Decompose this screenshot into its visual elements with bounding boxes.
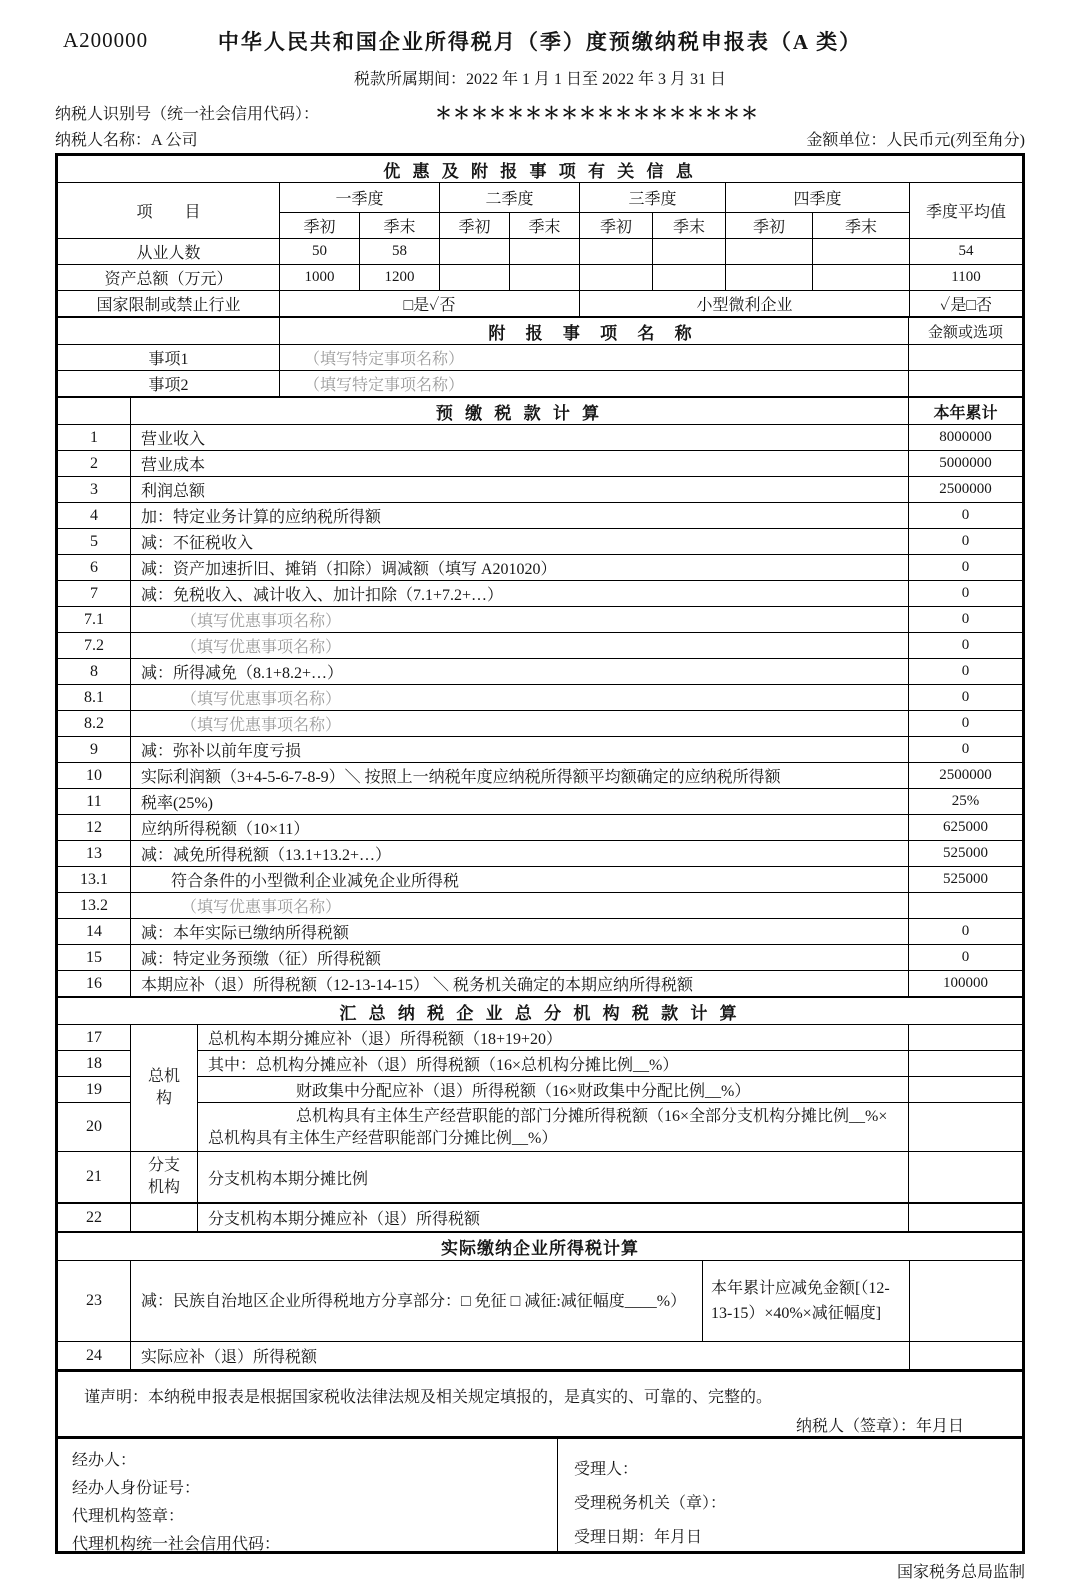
amount-unit-note: 金额单位：人民币元(列至角分) <box>806 132 1025 149</box>
restricted-industry-row <box>58 291 1023 317</box>
row-value <box>910 1342 1023 1370</box>
agent-signature-area <box>58 1439 558 1551</box>
table-row <box>58 1077 1023 1103</box>
q1-end-header: 季末 <box>360 213 440 239</box>
row-label: 本期应补（退）所得税额（12-13-14-15） ＼ 税务机关确定的本期应纳所得税额 <box>131 971 909 997</box>
row-value: 0 <box>909 581 1023 607</box>
accepting-authority-label: 受理税务机关（章）： <box>574 1495 727 1512</box>
item1-row <box>58 345 1023 371</box>
row-label: 减：减免所得税额（13.1+13.2+…） <box>131 841 909 867</box>
amount-or-option-header: 金额或选项 <box>909 318 1023 345</box>
row-number: 6 <box>58 555 131 581</box>
row-number: 18 <box>58 1051 131 1077</box>
table-row <box>58 998 1023 1025</box>
row-value: 8000000 <box>909 425 1023 451</box>
cell-value <box>726 265 813 291</box>
section5-title: 实际缴纳企业所得税计算 <box>58 1233 1023 1261</box>
table-row <box>58 398 1023 425</box>
table-row <box>58 789 1023 815</box>
row-label: 减：本年实际已缴纳所得税额 <box>131 919 909 945</box>
table-row <box>58 1342 1023 1370</box>
row-label-placeholder: （填写优惠事项名称） <box>131 607 909 633</box>
row-label: 财政集中分配应补（退）所得税额（16×财政集中分配比例__%） <box>198 1077 909 1103</box>
signature-block <box>57 1437 1023 1552</box>
empty-cell <box>131 1203 198 1232</box>
handler-label: 经办人： <box>72 1452 137 1469</box>
table-row <box>58 971 1023 997</box>
row-label: 减：特定业务预缴（征）所得税额 <box>131 945 909 971</box>
cell-average: 54 <box>910 239 1023 265</box>
item-header: 项 目 <box>58 183 280 239</box>
quarter-average-header: 季度平均值 <box>910 183 1023 239</box>
row-number: 10 <box>58 763 131 789</box>
q4-start-header: 季初 <box>726 213 813 239</box>
row-value: 525000 <box>909 867 1023 893</box>
acceptor-label: 受理人： <box>574 1461 639 1478</box>
row-label: 营业收入 <box>131 425 909 451</box>
table-row <box>58 1261 1023 1342</box>
row-value <box>909 1051 1023 1077</box>
q1-start-header: 季初 <box>280 213 360 239</box>
row-number: 12 <box>58 815 131 841</box>
branch-label: 分支机构 <box>131 1152 198 1204</box>
row-value: 100000 <box>909 971 1023 997</box>
table-row <box>58 711 1023 737</box>
acceptance-date-label: 受理日期：年月日 <box>574 1529 703 1546</box>
table-row <box>58 867 1023 893</box>
row-number: 24 <box>58 1342 131 1370</box>
row-number: 16 <box>58 971 131 997</box>
row-label: 减：弥补以前年度亏损 <box>131 737 909 763</box>
declaration-text: 谨声明：本纳税申报表是根据国家税收法律法规及相关规定填报的，是真实的、可靠的、完整的。 <box>84 1389 773 1406</box>
cell-value <box>813 265 910 291</box>
row-value: 0 <box>909 607 1023 633</box>
table-row <box>58 1233 1023 1261</box>
row-value: 5000000 <box>909 451 1023 477</box>
row-value <box>910 1261 1023 1342</box>
row-value: 0 <box>909 529 1023 555</box>
employee-count-row <box>58 239 1023 265</box>
row-number: 8 <box>58 659 131 685</box>
form-code: A200000 <box>63 28 149 52</box>
row-number: 23 <box>58 1261 131 1342</box>
row-label: 总机构本期分摊应补（退）所得税额（18+19+20） <box>198 1025 909 1051</box>
quarter1-header: 一季度 <box>280 183 440 213</box>
table-row <box>58 529 1023 555</box>
row-number: 1 <box>58 425 131 451</box>
cell-value <box>580 239 653 265</box>
row-number: 15 <box>58 945 131 971</box>
q4-end-header: 季末 <box>813 213 910 239</box>
q2-end-header: 季末 <box>510 213 580 239</box>
row-value: 0 <box>909 555 1023 581</box>
table-row <box>58 451 1023 477</box>
row-number: 17 <box>58 1025 131 1051</box>
cell-value <box>813 239 910 265</box>
taxpayer-id-label: 纳税人识别号（统一社会信用代码）： <box>55 106 320 123</box>
table-row <box>58 659 1023 685</box>
declaration-block <box>57 1370 1023 1437</box>
taxpayer-signature-line: 纳税人（签章）：年月日 <box>795 1418 964 1435</box>
row-label: 加：特定业务计算的应纳税所得额 <box>131 503 909 529</box>
cell-value: 1000 <box>280 265 360 291</box>
section-attached-items <box>57 317 1023 397</box>
table-row <box>58 607 1023 633</box>
restricted-industry-checkbox: □是✓否 <box>280 291 580 317</box>
row-label: 国家限制或禁止行业 <box>58 291 280 317</box>
row-label: 资产总额（万元） <box>58 265 280 291</box>
row-label: 总机构具有主体生产经营职能的部门分摊所得税额（16×全部分支机构分摊比例__%×总机构具有主体生产经营职能部门分摊比例__%） <box>198 1103 909 1152</box>
section-consolidated-calc <box>57 997 1023 1232</box>
row-label-placeholder: （填写优惠事项名称） <box>131 633 909 659</box>
row-label: 减：免税收入、减计收入、加计扣除（7.1+7.2+…） <box>131 581 909 607</box>
cell-average: 1100 <box>910 265 1023 291</box>
row-value <box>909 1103 1023 1152</box>
table-row <box>58 1152 1023 1204</box>
handler-id-label: 经办人身份证号： <box>72 1480 201 1497</box>
quarter3-header: 三季度 <box>580 183 726 213</box>
row-value: 0 <box>909 945 1023 971</box>
row-value <box>909 1203 1023 1232</box>
table-row <box>58 737 1023 763</box>
row-value <box>909 1077 1023 1103</box>
reduction-note: 本年累计应减免金额[（12-13-15）×40%×减征幅度] <box>703 1261 910 1342</box>
row-number: 22 <box>58 1203 131 1232</box>
table-row <box>58 503 1023 529</box>
table-row <box>58 318 1023 345</box>
table-row <box>58 815 1023 841</box>
cell-value: 50 <box>280 239 360 265</box>
item2-row <box>58 371 1023 397</box>
row-label: 实际应补（退）所得税额 <box>131 1342 910 1370</box>
row-value: 525000 <box>909 841 1023 867</box>
row-value <box>909 893 1023 919</box>
cell-value <box>653 239 726 265</box>
row-value: 0 <box>909 737 1023 763</box>
agency-seal-label: 代理机构签章： <box>72 1508 185 1525</box>
row-label: 应纳所得税额（10×11） <box>131 815 909 841</box>
row-value: 0 <box>909 919 1023 945</box>
table-row <box>58 841 1023 867</box>
row-value: 2500000 <box>909 477 1023 503</box>
row-value: 2500000 <box>909 763 1023 789</box>
row-label: 从业人数 <box>58 239 280 265</box>
table-row <box>58 425 1023 451</box>
cell-value <box>440 239 510 265</box>
row-label: 符合条件的小型微利企业减免企业所得税 <box>131 867 909 893</box>
table-row <box>58 893 1023 919</box>
table-row <box>58 1103 1023 1152</box>
table-row <box>58 763 1023 789</box>
row-number: 2 <box>58 451 131 477</box>
row-number: 21 <box>58 1152 131 1204</box>
form-sheet <box>55 153 1025 1554</box>
row-label: 减：资产加速折旧、摊销（扣除）调减额（填写 A201020） <box>131 555 909 581</box>
cell-value <box>909 371 1023 397</box>
section1-title: 优 惠 及 附 报 事 项 有 关 信 息 <box>58 156 1023 183</box>
row-number: 9 <box>58 737 131 763</box>
taxpayer-id-value: ＊＊＊＊＊＊＊＊＊＊＊＊＊＊＊＊＊＊ <box>435 104 760 123</box>
section4-title: 汇 总 纳 税 企 业 总 分 机 构 税 款 计 算 <box>58 998 1023 1025</box>
table-row <box>58 156 1023 183</box>
empty-cell <box>58 318 280 345</box>
cell-value: 1200 <box>360 265 440 291</box>
cell-value <box>510 239 580 265</box>
row-value: 25% <box>909 789 1023 815</box>
section-benefit-info <box>57 155 1023 317</box>
row-value: 0 <box>909 503 1023 529</box>
row-number: 13.1 <box>58 867 131 893</box>
table-row <box>58 1051 1023 1077</box>
section-prepaid-tax-calc <box>57 397 1023 997</box>
cell-value <box>653 265 726 291</box>
row-number: 3 <box>58 477 131 503</box>
agency-credit-code-label: 代理机构统一社会信用代码： <box>72 1536 281 1553</box>
row-label: 事项2 <box>58 371 280 397</box>
cell-value <box>580 265 653 291</box>
taxpayer-name: 纳税人名称：A 公司 <box>55 132 198 149</box>
row-label: 减：所得减免（8.1+8.2+…） <box>131 659 909 685</box>
section-actual-paid-calc <box>57 1232 1023 1370</box>
tax-period: 税款所属期间：2022 年 1 月 1 日至 2022 年 3 月 31 日 <box>353 71 726 88</box>
table-row <box>58 555 1023 581</box>
table-row <box>58 633 1023 659</box>
section3-title: 预 缴 税 款 计 算 <box>131 398 909 425</box>
row-number: 4 <box>58 503 131 529</box>
ytd-header: 本年累计 <box>909 398 1023 425</box>
q3-end-header: 季末 <box>653 213 726 239</box>
empty-cell <box>58 398 131 425</box>
row-number: 8.1 <box>58 685 131 711</box>
row-label-placeholder: （填写优惠事项名称） <box>131 685 909 711</box>
row-number: 14 <box>58 919 131 945</box>
row-label: 减：民族自治地区企业所得税地方分享部分：□ 免征 □ 减征:减征幅度____%） <box>131 1261 703 1342</box>
table-row <box>58 183 1023 213</box>
acceptance-area <box>558 1439 1022 1551</box>
quarter2-header: 二季度 <box>440 183 580 213</box>
form-title: 中华人民共和国企业所得税月（季）度预缴纳税申报表（A 类） <box>217 30 863 54</box>
row-number: 20 <box>58 1103 131 1152</box>
row-label: 营业成本 <box>131 451 909 477</box>
item-name-placeholder: （填写特定事项名称） <box>280 371 909 397</box>
row-number: 5 <box>58 529 131 555</box>
section2-title: 附 报 事 项 名 称 <box>280 318 909 345</box>
row-label: 利润总额 <box>131 477 909 503</box>
cell-value <box>510 265 580 291</box>
table-row <box>58 477 1023 503</box>
q3-start-header: 季初 <box>580 213 653 239</box>
row-label: 分支机构本期分摊应补（退）所得税额 <box>198 1203 909 1232</box>
cell-value <box>440 265 510 291</box>
row-label: 其中：总机构分摊应补（退）所得税额（16×总机构分摊比例__%） <box>198 1051 909 1077</box>
row-value: 0 <box>909 711 1023 737</box>
small-micro-enterprise-label: 小型微利企业 <box>580 291 910 317</box>
row-number: 7 <box>58 581 131 607</box>
quarter4-header: 四季度 <box>726 183 910 213</box>
table-row <box>58 581 1023 607</box>
row-number: 7.2 <box>58 633 131 659</box>
row-number: 7.1 <box>58 607 131 633</box>
row-label: 实际利润额（3+4-5-6-7-8-9）＼ 按照上一纳税年度应纳税所得额平均额确定的应纳税所得额 <box>131 763 909 789</box>
table-row <box>58 945 1023 971</box>
small-micro-enterprise-checkbox: ✓是□否 <box>910 291 1023 317</box>
row-number: 11 <box>58 789 131 815</box>
table-row <box>58 1025 1023 1051</box>
row-label: 减：不征税收入 <box>131 529 909 555</box>
taxpayer-id-line <box>55 98 1025 124</box>
row-value <box>909 1025 1023 1051</box>
row-label: 事项1 <box>58 345 280 371</box>
table-row <box>58 919 1023 945</box>
cell-value: 58 <box>360 239 440 265</box>
row-value: 0 <box>909 659 1023 685</box>
row-value: 0 <box>909 685 1023 711</box>
row-label: 分支机构本期分摊比例 <box>198 1152 909 1204</box>
row-label: 税率(25%) <box>131 789 909 815</box>
row-value: 625000 <box>909 815 1023 841</box>
table-row <box>58 1203 1023 1232</box>
head-office-label: 总机构 <box>131 1025 198 1152</box>
row-number: 13.2 <box>58 893 131 919</box>
row-number: 13 <box>58 841 131 867</box>
q2-start-header: 季初 <box>440 213 510 239</box>
row-label-placeholder: （填写优惠事项名称） <box>131 711 909 737</box>
item-name-placeholder: （填写特定事项名称） <box>280 345 909 371</box>
table-row <box>58 685 1023 711</box>
row-number: 8.2 <box>58 711 131 737</box>
cell-value <box>726 239 813 265</box>
cell-value <box>909 345 1023 371</box>
total-assets-row <box>58 265 1023 291</box>
row-number: 19 <box>58 1077 131 1103</box>
row-label-placeholder: （填写优惠事项名称） <box>131 893 909 919</box>
taxpayer-name-line <box>55 124 1025 150</box>
supervision-note: 国家税务总局监制 <box>896 1564 1025 1581</box>
row-value: 0 <box>909 633 1023 659</box>
row-value <box>909 1152 1023 1204</box>
form-header <box>55 22 1025 62</box>
